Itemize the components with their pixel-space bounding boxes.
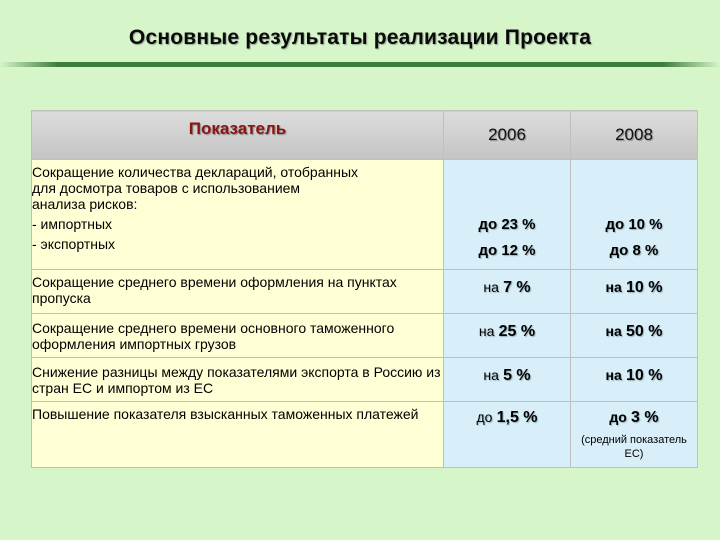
value-prefix: на bbox=[605, 279, 622, 295]
title-divider bbox=[0, 62, 720, 67]
table-header-row bbox=[32, 111, 698, 160]
value-prefix: до bbox=[476, 409, 493, 425]
value-prefix: до bbox=[609, 409, 627, 425]
header-indicator: Показатель bbox=[32, 111, 444, 160]
value-prefix: на bbox=[605, 323, 622, 339]
indicator-line: анализа рисков: bbox=[32, 196, 138, 212]
indicator-cell: Повышение показателя взысканных таможенных платежей bbox=[32, 402, 444, 468]
indicator-line: Сокращение количества деклараций, отобранных bbox=[32, 164, 359, 180]
value-2006-cell bbox=[444, 270, 571, 314]
value-2008: 10 % bbox=[625, 367, 663, 384]
value-2008-export: до 8 % bbox=[609, 242, 659, 259]
value-2008: 3 % bbox=[631, 409, 659, 426]
indicator-cell bbox=[32, 160, 444, 270]
value-2006-cell bbox=[444, 358, 571, 402]
indicator-line: для досмотра товаров с использованием bbox=[32, 180, 301, 196]
value-2006-cell bbox=[444, 402, 571, 468]
table-row bbox=[32, 402, 698, 468]
value-2006-cell bbox=[444, 160, 571, 270]
value-2008-cell bbox=[571, 358, 698, 402]
value-2008-cell bbox=[571, 270, 698, 314]
header-2006: 2006 bbox=[444, 111, 571, 160]
value-prefix: на bbox=[478, 323, 495, 339]
table-row bbox=[32, 160, 698, 270]
indicator-cell: Снижение разницы между показателями экспорта в Россию из стран ЕС и импортом из ЕС bbox=[32, 358, 444, 402]
value-2006: 1,5 % bbox=[496, 409, 538, 426]
value-2008-cell bbox=[571, 314, 698, 358]
value-2006-import: до 23 % bbox=[478, 216, 536, 233]
table-row bbox=[32, 358, 698, 402]
header-2008: 2008 bbox=[571, 111, 698, 160]
value-2006: 25 % bbox=[498, 323, 536, 340]
value-2008-note: (средний показатель ЕС) bbox=[581, 434, 687, 460]
value-prefix: на bbox=[605, 367, 622, 383]
table-row bbox=[32, 314, 698, 358]
indicator-cell: Сокращение среднего времени оформления на пунктах пропуска bbox=[32, 270, 444, 314]
value-2006: 7 % bbox=[503, 279, 531, 296]
table-row bbox=[32, 270, 698, 314]
value-2006: 5 % bbox=[503, 367, 531, 384]
value-2008: 50 % bbox=[625, 323, 663, 340]
value-prefix: на bbox=[483, 279, 499, 295]
value-2008-import: до 10 % bbox=[605, 216, 663, 233]
value-prefix: на bbox=[483, 367, 499, 383]
value-2008: 10 % bbox=[625, 279, 663, 296]
value-2006-cell bbox=[444, 314, 571, 358]
indicator-cell: Сокращение среднего времени основного таможенного оформления импортных грузов bbox=[32, 314, 444, 358]
value-2006-export: до 12 % bbox=[478, 242, 536, 259]
results-table bbox=[31, 110, 698, 468]
value-2008-cell bbox=[571, 160, 698, 270]
value-2008-cell bbox=[571, 402, 698, 468]
indicator-line: - импортных bbox=[32, 216, 113, 232]
indicator-line: - экспортных bbox=[32, 236, 116, 252]
page-title: Основные результаты реализации Проекта bbox=[128, 26, 592, 49]
